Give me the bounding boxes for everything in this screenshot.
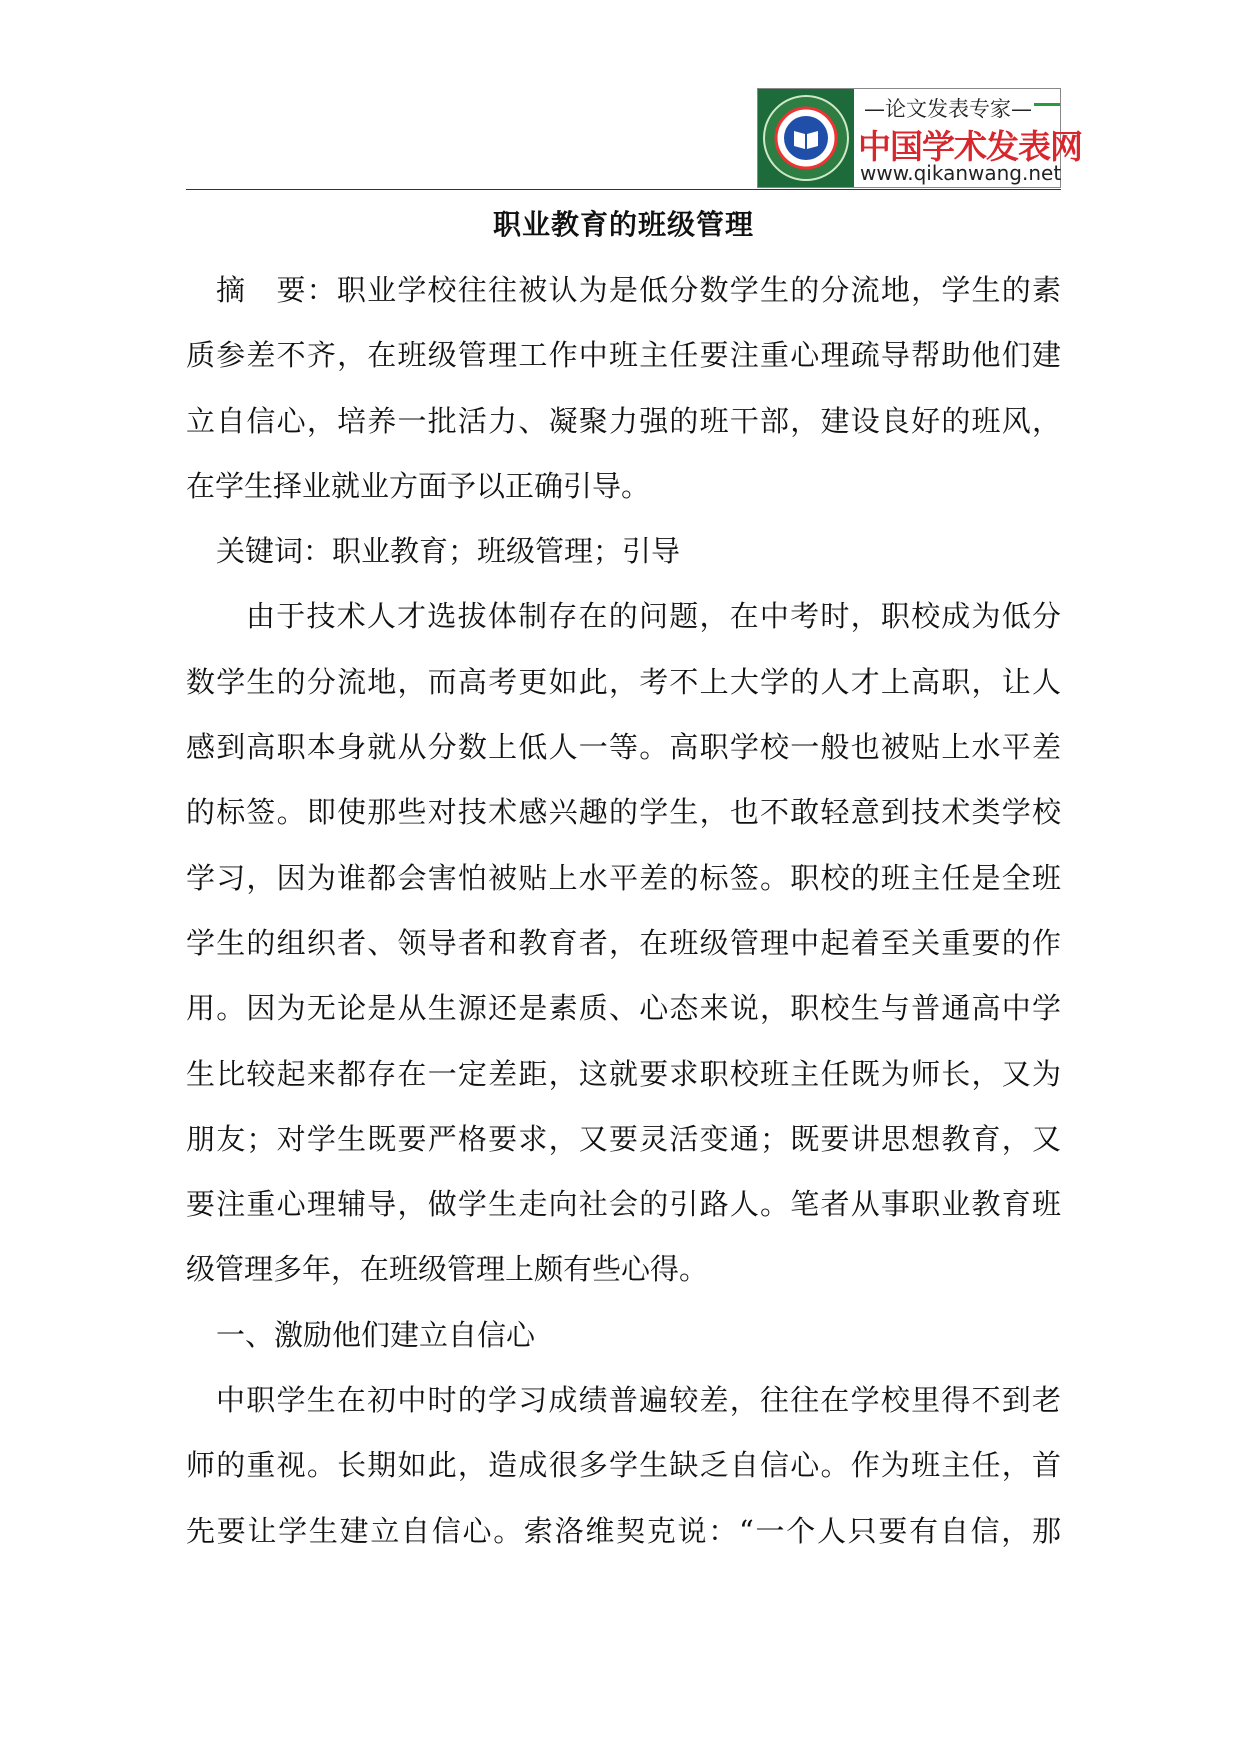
paragraph-line: 的标签。即使那些对技术感兴趣的学生，也不敢轻意到技术类学校 <box>186 795 1061 830</box>
paragraph-line: 生比较起来都存在一定差距，这就要求职校班主任既为师长，又为 <box>186 1056 1061 1091</box>
logo-tagline: —论文发表专家— <box>864 97 1032 121</box>
paragraph-line: 先要让学生建立自信心。索洛维契克说：“一个人只要有自信，那 <box>186 1513 1061 1548</box>
abstract-line: 在学生择业就业方面予以正确引导。 <box>186 468 651 503</box>
paragraph-line: 要注重心理辅导，做学生走向社会的引路人。笔者从事职业教育班 <box>186 1187 1061 1222</box>
paragraph-line: 学习，因为谁都会害怕被贴上水平差的标签。职校的班主任是全班 <box>186 860 1061 895</box>
arrow-icon <box>1034 103 1060 106</box>
logo-brand-name: 中国学术发表网 <box>858 127 1082 166</box>
paragraph-line: 由于技术人才选拔体制存在的问题，在中考时，职校成为低分 <box>246 599 1061 634</box>
document-body <box>186 258 1061 1564</box>
abstract-line: 摘 要：职业学校往往被认为是低分数学生的分流地，学生的素 <box>216 273 1061 307</box>
paragraph-line: 中职学生在初中时的学习成绩普遍较差，往往在学校里得不到老 <box>216 1383 1061 1418</box>
header-divider <box>186 189 1061 190</box>
logo-url: www.qikanwang.net <box>860 161 1062 185</box>
paragraph-line: 师的重视。长期如此，造成很多学生缺乏自信心。作为班主任，首 <box>186 1448 1061 1483</box>
book-seal-icon <box>758 89 854 187</box>
site-logo <box>757 88 1082 188</box>
keywords-line: 关键词：职业教育；班级管理；引导 <box>216 534 681 569</box>
section-heading: 一、激励他们建立自信心 <box>216 1317 536 1352</box>
paragraph-line: 朋友；对学生既要严格要求，又要灵活变通；既要讲思想教育，又 <box>186 1121 1061 1156</box>
paragraph-line: 用。因为无论是从生源还是素质、心态来说，职校生与普通高中学 <box>186 991 1061 1026</box>
abstract-line: 立自信心，培养一批活力、凝聚力强的班干部，建设良好的班风， <box>186 403 1061 438</box>
paragraph-line: 级管理多年，在班级管理上颇有些心得。 <box>186 1252 709 1287</box>
paragraph-line: 数学生的分流地，而高考更如此，考不上大学的人才上高职，让人 <box>186 664 1061 699</box>
paragraph-line: 感到高职本身就从分数上低人一等。高职学校一般也被贴上水平差 <box>186 730 1061 765</box>
abstract-line: 质参差不齐，在班级管理工作中班主任要注重心理疏导帮助他们建 <box>186 338 1061 373</box>
paragraph-line: 学生的组织者、领导者和教育者，在班级管理中起着至关重要的作 <box>186 925 1061 960</box>
document-title: 职业教育的班级管理 <box>492 208 754 241</box>
